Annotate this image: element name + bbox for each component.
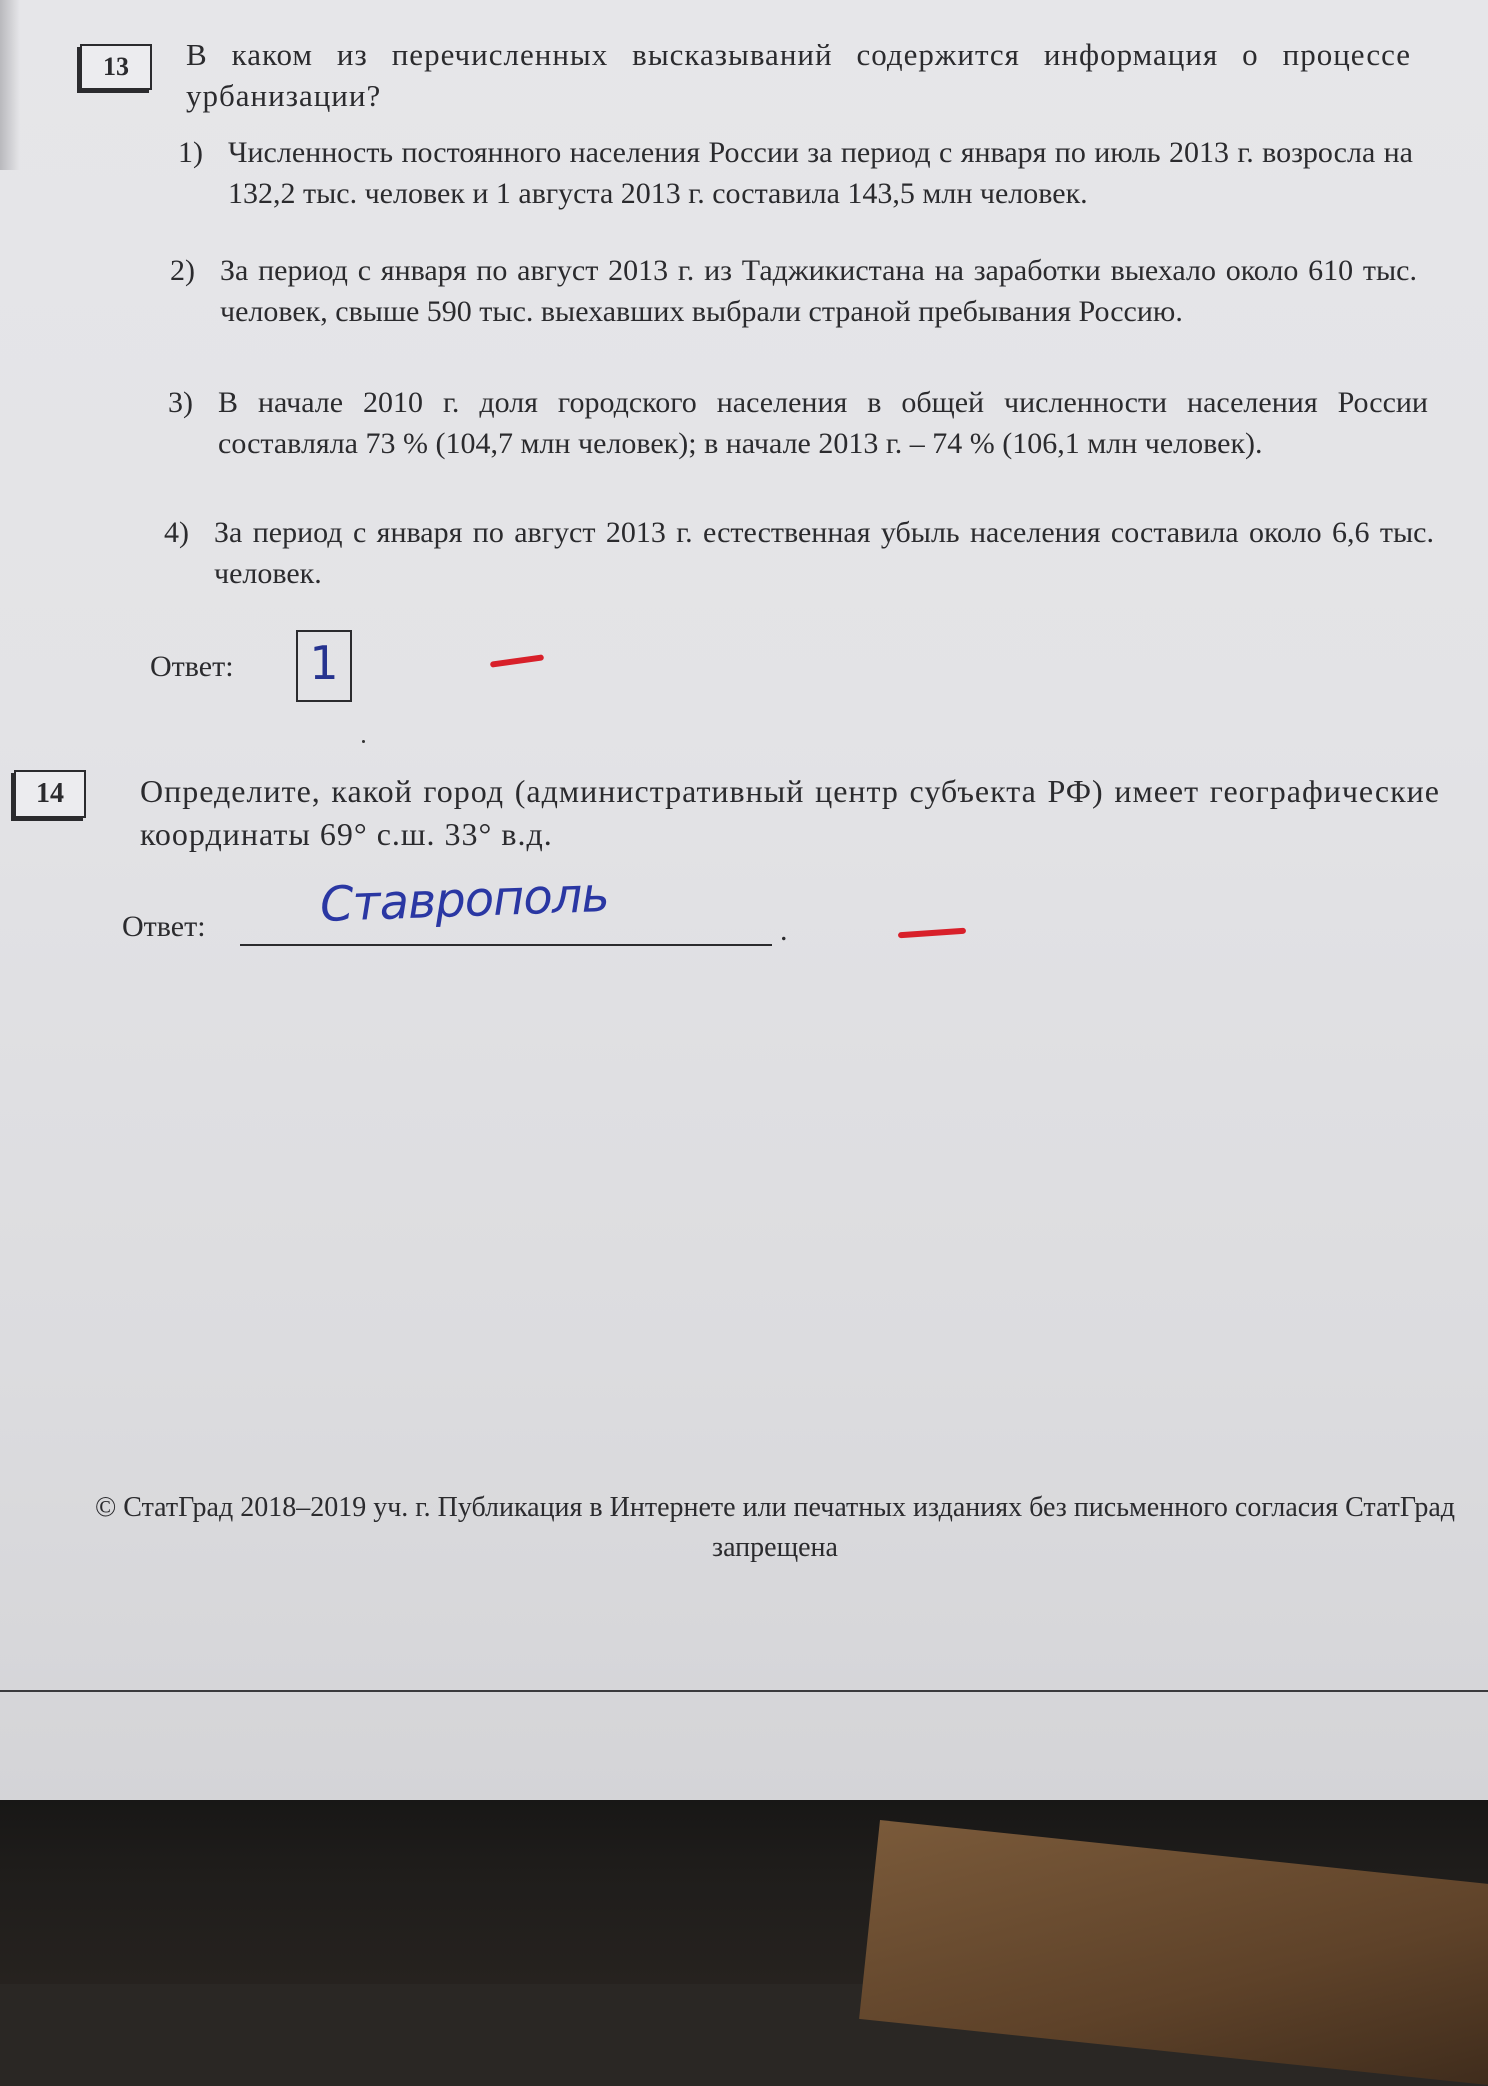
- page-fold-shadow: [0, 0, 20, 170]
- copyright-notice: © СтатГрад 2018–2019 уч. г. Публикация в Интернете или печатных изданиях без письменного согласия СтатГрад запрещена: [95, 1492, 1455, 1563]
- task-13-option-2: [170, 250, 1417, 332]
- task-13-question: В каком из перечисленных высказываний содержится информация о процессе урбанизации?: [186, 37, 1411, 113]
- task-14-number-box: 14: [14, 770, 86, 818]
- task-13-answer-box[interactable]: [296, 630, 352, 702]
- page-bottom-rule: [0, 1690, 1488, 1692]
- task-14-answer-label: Ответ:: [122, 910, 206, 943]
- task-14-answer-period: .: [780, 914, 788, 947]
- task-14-answer-line[interactable]: [240, 944, 772, 946]
- option-number: 1): [178, 136, 203, 169]
- option-text: Численность постоянного населения России за период с января по июль 2013 г. возросла на 132,2 тыс. человек и 1 августа 2013 г. составила 143,5 млн человек.: [228, 136, 1413, 210]
- option-number: 3): [168, 386, 193, 419]
- option-text: В начале 2010 г. доля городского населения в общей численности населения России составляла 73 % (104,7 млн человек); в начале 2013 г. – 74 % (106,1 млн человек).: [218, 386, 1428, 460]
- task-13-number-box: 13: [80, 44, 152, 90]
- task-13-answer-label: Ответ:: [150, 650, 234, 683]
- task-14-grading-minus-mark: [898, 928, 966, 939]
- task-13-option-1: [178, 132, 1413, 214]
- option-text: За период с января по август 2013 г. из Таджикистана на заработки выехало около 610 тыс. человек, свыше 590 тыс. выехавших выбрали страной пребывания Россию.: [220, 254, 1417, 328]
- paper-speck: [362, 740, 365, 743]
- task-13-option-4: [164, 512, 1434, 594]
- option-text: За период с января по август 2013 г. естественная убыль населения составила около 6,6 тыс. человек.: [214, 516, 1434, 590]
- task-13-handwritten-answer: 1: [309, 636, 339, 690]
- task-14-question: Определите, какой город (административный центр субъекта РФ) имеет географические координаты 69° с.ш. 33° в.д.: [140, 773, 1440, 852]
- option-number: 4): [164, 516, 189, 549]
- task-13-option-3: [168, 382, 1428, 464]
- task-13-grading-minus-mark: [490, 654, 544, 667]
- task-14-handwritten-answer: Ставрополь: [319, 866, 610, 934]
- option-number: 2): [170, 254, 195, 287]
